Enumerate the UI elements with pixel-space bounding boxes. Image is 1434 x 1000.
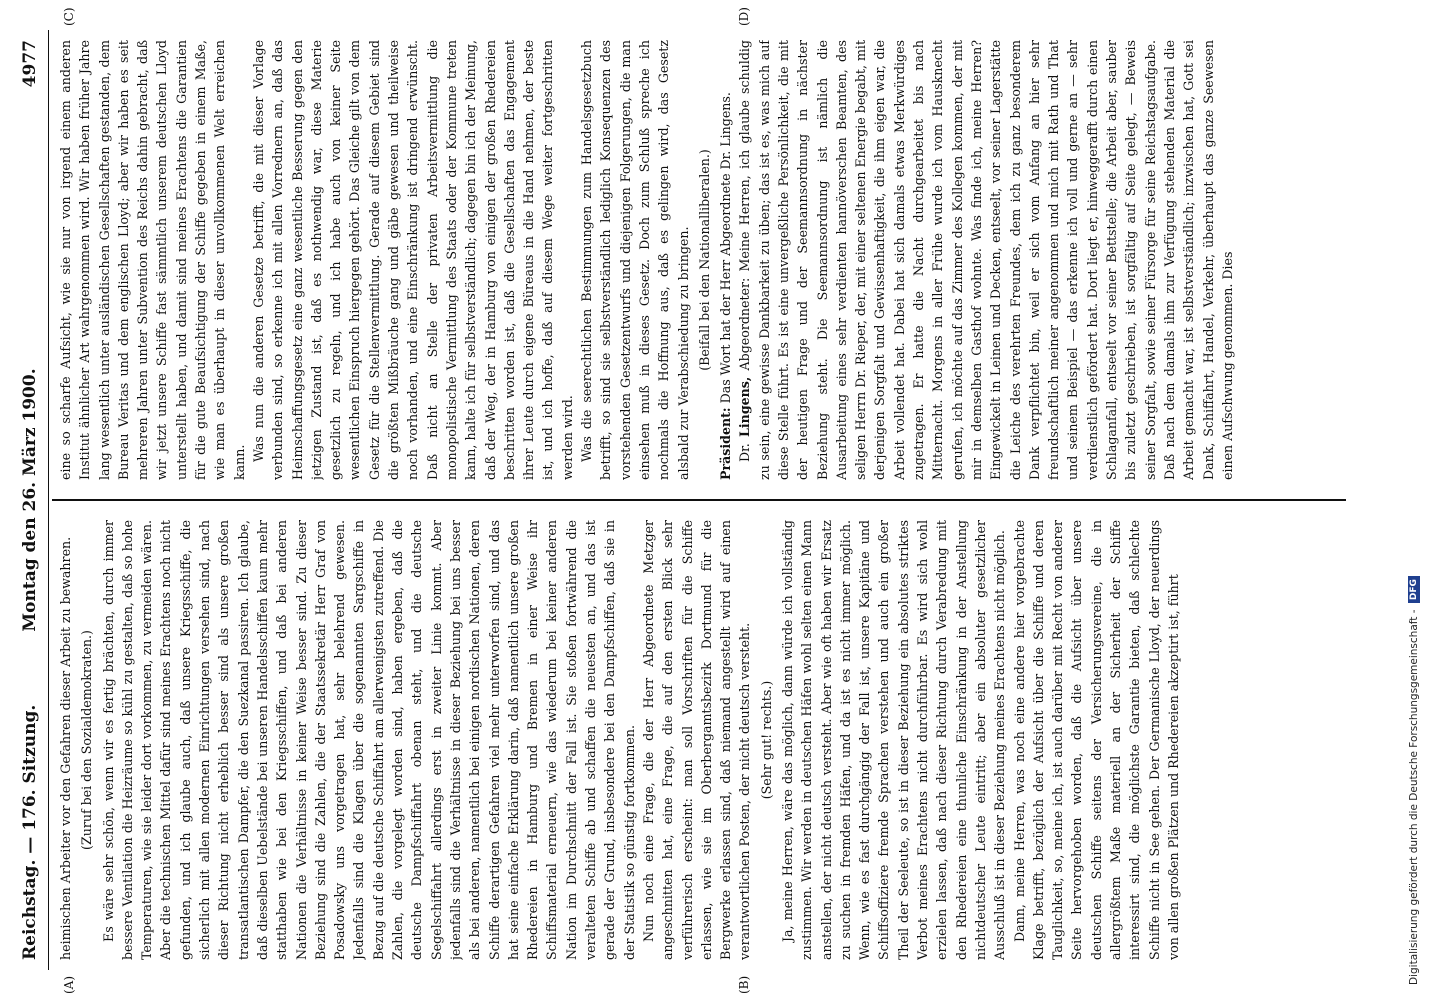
right-column [56, 40, 1346, 480]
paragraph: Was nun die anderen Gesetze betrifft, die mit dieser Vorlage verbunden sind, so erkenne ich mit allen Vorrednern an, daß das Heimschaffungsgesetz eine ganz wesentliche Besserung gegen den jetzigen Zustand ist, daß es nothwendig war, diese Materie gesetzlich zu regeln, und ich habe auch von keiner Seite wesentlichen Einspruch hiergegen gehört. Das Gleiche gilt von dem Gesetz für die Stellenvermittlung. Gerade auf diesem Gebiet sind die größten Mißbräuche gang und gäbe gewesen und theilweise noch vorhanden, und eine Einschränkung ist dringend erwünscht. Daß nicht an Stelle der privaten Arbeitsvermittlung die monopolistische Vermittlung des Staats oder der Kommune treten kann, halte ich für selbstverständlich; dagegen bin ich der Meinung, daß der Weg, der in Hamburg von einigen der großen Rhedereien beschritten worden ist, daß die Gesellschaften das Engagement ihrer Leute durch eigene Büreaus in die Hand nehmen, der beste ist, und ich hoffe, daß auf diesem Wege weiter fortgeschritten werden wird. [250, 40, 575, 480]
digitization-text: Digitalisierung gefördert durch die Deutsche Forschungsgemeinschaft - [1408, 609, 1420, 985]
column-divider [52, 500, 1346, 502]
left-column [56, 520, 1346, 960]
paragraph: Ja, meine Herren, wäre das möglich, dann würde ich vollständig zustimmen. Wir werden in deutschen Häfen wohl selten einen Mann anstellen, der nicht deutsch versteht. Aber wie oft haben wir Ersatz zu suchen in fremden Häfen, und da ist es nicht immer möglich. Wenn, wie es fast durchgängig der Fall ist, unsere Kapitäne und Schiffsoffiziere fremde Sprachen verstehen und auch ein großer Theil der Seeleute, so ist in dieser Beziehung ein absolutes striktes Verbot meines Erachtens nicht durchführbar. Es wird sich wohl erzielen lassen, daß nach dieser Richtung durch Verabredung mit den Rhedereien eine thunliche Einschränkung in der Anstellung nichtdeutscher Leute eintritt; aber ein absoluter gesetzlicher Ausschluß ist in dieser Beziehung meines Erachtens nicht möglich. [779, 520, 1008, 960]
margin-mark-b: (B) [737, 975, 751, 994]
speech-text: Meine Herren, ich glaube schuldig zu sein, eine gewisse Dankbarkeit zu üben; das ist es, was mich auf diese Stelle führt. Es ist eine unvergeßliche Persönlichkeit, die mit der heutigen Frage und der Seemannsordnung in nächster Beziehung steht. Die Seemannsordnung ist nämlich die Ausarbeitung eines sehr verdienten hannöverschen Beamten, des seligen Herrn Dr. Rieper, der, mit einer seltenen Energie begabt, mit derjenigen Sorgfalt und Gewissenhaftigkeit, die ihm eigen war, die Arbeit vollendet hat. Dabei hat sich damals etwas Merkwürdiges zugetragen. Er hatte die Nacht durchgearbeitet bis nach Mitternacht. Morgens in aller Frühe wurde ich vom Hausknecht gerufen, ich möchte auf das Zimmer des Kollegen kommen, der mit mir in demselben Gasthof wohnte. Was finde ich, meine Herren? Eingewickelt in Leinen und Decken, entseelt, vor seiner Lagerstätte die Leiche des verehrten Freundes, dem ich zu ganz besonderem Dank verpflichtet bin, weil er sich vom Anfang an hier sehr freundschaftlich meiner angenommen und mich mit Rath und That und seinem Beispiel — das erkenne ich voll und gerne an — sehr verdienstlich gefördert hat. Dort liegt er, hinweggerafft durch einen Schlaganfall, entseelt vor seiner Bettstelle; die Arbeit aber, sauber bis zuletzt geschrieben, ist sorgfältig auf Seite gelegt, — Beweis seiner Sorgfalt, sowie seiner Fürsorge für seine Reichstagsaufgabe. Daß nach dem damals ihm zur Verfügung stehenden Material die Arbeit gemacht war, ist selbstverständlich; inzwischen hat, Gott sei Dank, Schiffahrt, Handel, Verkehr, überhaupt das ganze Seewesen einen Aufschwung genommen. Dies [737, 40, 1235, 480]
interjection: (Zuruf bei den Sozialdemokraten.) [79, 630, 95, 850]
digitization-note [1408, 5, 1428, 985]
speaker-name: Lingens, [737, 376, 753, 437]
margin-mark-d: (D) [737, 7, 751, 26]
president-remark [716, 40, 735, 480]
president-text: Das Wort hat der Herr Abgeordnete Dr. Lingens. [718, 92, 734, 404]
president-label: Präsident: [718, 407, 734, 480]
paragraph: eine so scharfe Aufsicht, wie sie nur von irgend einem anderen Institut ähnlicher Art wahrgenommen wird. Wir haben früher Jahre lang wesentlich unter ausländischen Gesellschaften gestanden, dem Bureau Veritas und dem englischen Lloyd; aber wir haben es seit mehreren Jahren unter Subvention des Reichs dahin gebracht, daß wir jetzt unsere Schiffe fast sämmtlich unserem deutschen Lloyd unterstellt haben, und damit sind meines Erachtens die Garantien für die gute Beaufsichtigung der Schiffe gegeben in einem Maße, wie man es überhaupt in dieser unvollkommenen Welt erreichen kann. [58, 40, 247, 480]
paragraph: Dann, meine Herren, was noch eine andere hier vorgebrachte Klage betrifft, bezüglich der Aufsicht über die Schiffe und deren Tauglichkeit, so, meine ich, ist auch darüber mit Recht von anderer Seite hervorgehoben worden, daß die Aufsicht über unsere deutschen Schiffe seitens der Versicherungsvereine, die in allergrößtem Maße materiell an der Sicherheit der Schiffe interessirt sind, die möglichste Garantie bieten, daß schlechte Schiffe nicht in See gehen. Der Germanische Lloyd, der neuerdings von allen großen Plätzen und Rhedereien akzeptirt ist, führt [1011, 520, 1181, 960]
paragraph: heimischen Arbeiter vor den Gefahren dieser Arbeit zu bewahren. [58, 536, 73, 960]
rotated-page [12, 7, 1352, 994]
speaker-prefix: Dr. [737, 443, 753, 462]
margin-mark-c: (C) [62, 7, 76, 26]
page-number: 4977 [20, 40, 40, 88]
speaker-role: Abgeordneter: [737, 277, 753, 371]
speech-paragraph [735, 40, 1237, 480]
margin-mark-a: (A) [62, 975, 76, 994]
interjection: (Sehr gut! rechts.) [758, 680, 774, 800]
paragraph: Nun noch eine Frage, die der Herr Abgeordnete Metzger angeschnitten hat, eine Frage, die auf den ersten Blick sehr verführerisch erscheint: man soll Vorschriften für die Schiffe erlassen, wie sie im Oberbergamtsbezirk Dortmund für die Bergwerke erlassen sind, daß niemand angestellt wird auf einen verantwortlichen Posten, der nicht deutsch versteht. [640, 520, 753, 960]
paragraph: Es wäre sehr schön, wenn wir es fertig brächten, durch immer bessere Ventilation die Heizräume so kühl zu gestalten, daß so hohe Temperaturen, wie sie leider dort vorkommen, zu vermeiden wären. Aber die technischen Mittel dafür sind meines Erachtens noch nicht gefunden, und ich glaube auch, daß unsere Kriegsschiffe, die sicherlich mit allen modernen Einrichtungen versehen sind, nach dieser Richtung nicht erheblich besser sind als unsere großen transatlantischen Dampfer, die den Suezkanal passiren. Ich glaube, daß dieselben Uebelstände bei unseren Handelsschiffen kaum mehr statthaben wie bei den Kriegsschiffen, und daß bei anderen Nationen die Verhältnisse in keiner Weise besser sind. Zu dieser Beziehung sind die Zahlen, die der Staatssekretär Herr Graf von Posadowsky uns vorgetragen hat, sehr belehrend gewesen. Jedenfalls sind die Klagen über die sogenannten Sargschiffe in Bezug auf die deutsche Schiffahrt am allerwenigsten zutreffend. Die Zahlen, die vorgelegt worden sind, haben ergeben, daß die deutsche Dampfschiffahrt obenan steht, und die deutsche Segelschiffahrt allerdings erst in zweiter Linie kommt. Aber jedenfalls sind die Verhältnisse in dieser Beziehung bei uns besser als bei anderen, namentlich bei einigen nordischen Nationen, deren Schiffe derartigen Gefahren viel mehr unterworfen sind, und das hat seine einfache Erklärung darin, daß namentlich unsere großen Rhedereien in Hamburg und Bremen in einer Weise ihr Schiffsmaterial erneuern, wie das wiederum bei keiner anderen Nation im Durchschnitt der Fall ist. Sie stoßen fortwährend die veralteten Schiffe ab und schaffen die neuesten an, und das ist gerade der Grund, insbesondere bei den Dampfschiffen, daß sie in der Statistik so günstig fortkommen. [100, 520, 637, 960]
header-date: Montag den 26. März 1900. [20, 368, 40, 632]
interjection: (Beifall bei den Nationalliberalen.) [696, 149, 712, 371]
running-head [12, 30, 49, 970]
header-left: Reichstag. — 176. Sitzung. [20, 704, 40, 960]
dfg-logo: DFG [1408, 576, 1420, 603]
paragraph: Was die seerechtlichen Bestimmungen zum Handelsgesetzbuch betrifft, so sind sie selbstverständlich lediglich Konsequenzen des vorstehenden Gesetzentwurfs und diejenigen Folgerungen, die man einsehen muß in dieses Gesetz. Doch zum Schluß spreche ich nochmals die Hoffnung aus, daß es gelingen wird, das Gesetz alsbald zur Verabschiedung zu bringen. [579, 40, 691, 480]
